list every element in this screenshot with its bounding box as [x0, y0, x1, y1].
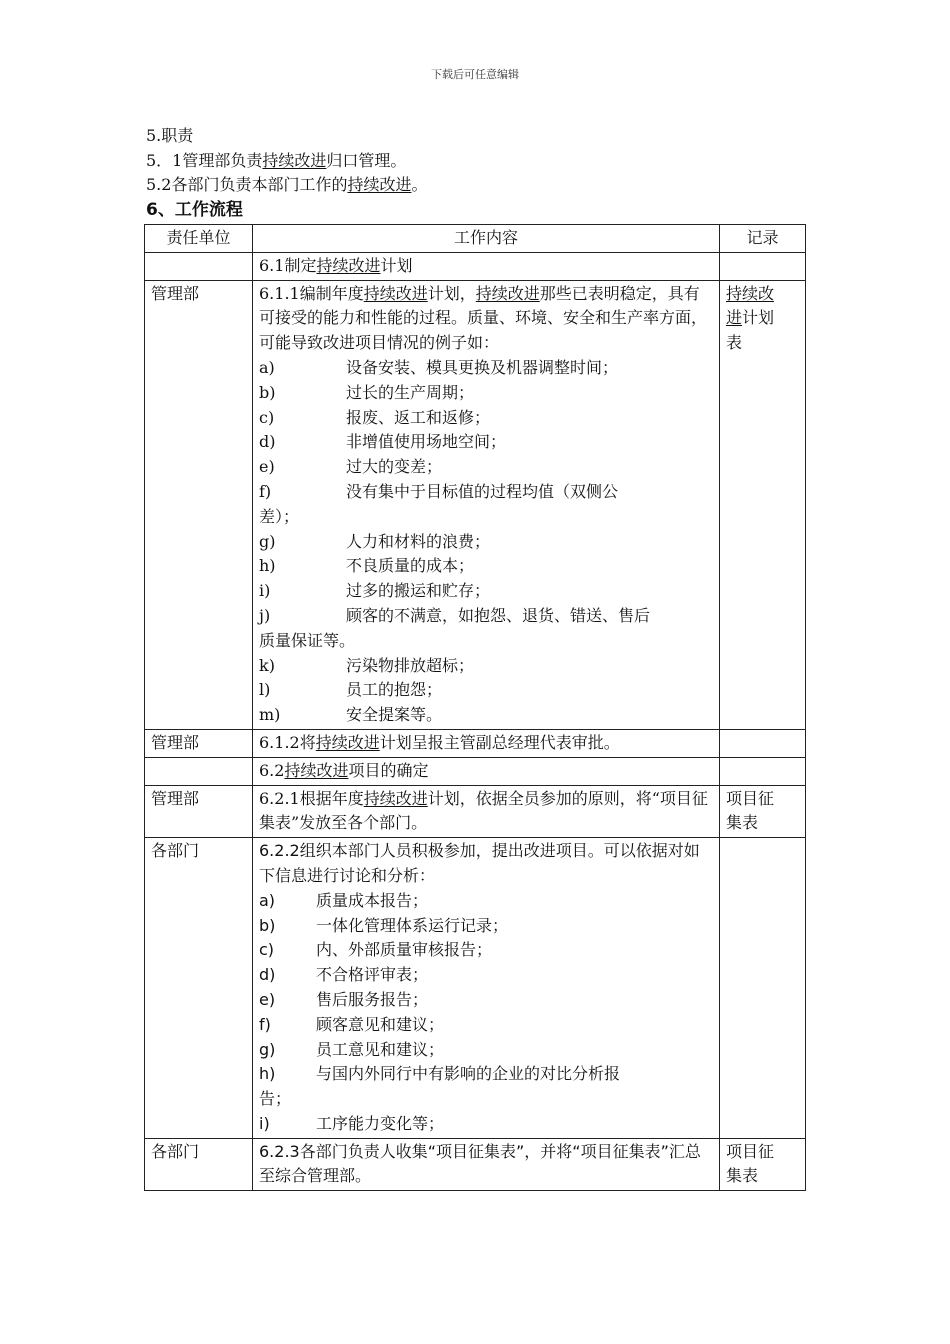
list-item	[259, 938, 713, 963]
unit-cell: 管理部	[145, 785, 253, 838]
list-item-text: 人力和材料的浪费；	[346, 531, 491, 551]
record-cell: 项目征 集表	[720, 1138, 806, 1191]
list-item-label: j)	[259, 605, 271, 625]
header-content: 工作内容	[253, 225, 720, 253]
record-cell	[720, 757, 806, 785]
header-record: 记录	[720, 225, 806, 253]
list-item-text: 顾客意见和建议；	[316, 1014, 445, 1034]
list-item-text: 过大的变差；	[346, 457, 443, 477]
header-note: 下载后可任意编辑	[431, 68, 519, 81]
list-item	[259, 406, 713, 431]
list-item-label: e)	[259, 989, 276, 1009]
list-item-label: i)	[259, 1113, 270, 1133]
record-cell: 持续改 进计划 表	[720, 280, 806, 729]
table-row	[145, 838, 806, 1139]
responsibility-line-1: 5．1管理部负责持续改进归口管理。	[146, 150, 407, 170]
list-item	[259, 1062, 713, 1087]
unit-cell	[145, 252, 253, 280]
list-item	[259, 480, 713, 505]
list-item-text: 过长的生产周期；	[346, 382, 475, 402]
list-item-label: d)	[259, 432, 276, 452]
list-item-continuation: 质量保证等。	[259, 630, 356, 650]
list-item-text: 非增值使用场地空间；	[346, 432, 507, 452]
content-cell	[253, 280, 720, 729]
unit-cell: 管理部	[145, 729, 253, 757]
row-intro: 6.1.1编制年度持续改进计划，持续改进那些已表明稳定，具有可接受的能力和性能的过程。质量、环境、安全和生产率方面，可能导致改进项目情况的例子如：	[259, 283, 708, 353]
responsibilities-section	[146, 124, 806, 222]
example-list	[259, 356, 713, 728]
header-unit: 责任单位	[145, 225, 253, 253]
list-item	[259, 1112, 713, 1137]
list-item-label: a)	[259, 890, 276, 910]
list-item-label: f)	[259, 1014, 271, 1034]
list-item-label: m)	[259, 705, 281, 725]
list-item-label: c)	[259, 940, 275, 960]
list-item-continuation: 告；	[259, 1089, 292, 1109]
list-item-text: 与国内外同行中有影响的企业的对比分析报	[316, 1064, 621, 1084]
info-source-list	[259, 889, 713, 1137]
list-item-text: 质量成本报告；	[316, 890, 429, 910]
list-item-label: l)	[259, 680, 271, 700]
list-item-text: 员工意见和建议；	[316, 1039, 445, 1059]
content-cell: 6.1.2将持续改进计划呈报主管副总经理代表审批。	[253, 729, 720, 757]
table-row	[145, 252, 806, 280]
list-item	[259, 455, 713, 480]
list-item-label: e)	[259, 457, 275, 477]
section-title-workflow: 6、工作流程	[146, 199, 243, 220]
unit-cell: 各部门	[145, 1138, 253, 1191]
table-row	[145, 280, 806, 729]
unit-cell: 各部门	[145, 838, 253, 1139]
content-cell: 6.2持续改进项目的确定	[253, 757, 720, 785]
list-item-label: h)	[259, 556, 276, 576]
list-item	[259, 430, 713, 455]
list-item-text: 一体化管理体系运行记录；	[316, 915, 509, 935]
list-item-text: 不合格评审表；	[316, 965, 429, 985]
record-cell	[720, 729, 806, 757]
list-item	[259, 654, 713, 679]
list-item-text: 设备安装、模具更换及机器调整时间；	[346, 357, 619, 377]
list-item-label: b)	[259, 915, 276, 935]
list-item-continuation: 差）；	[259, 506, 300, 526]
list-item-text: 过多的搬运和贮存；	[346, 581, 491, 601]
list-item-label: k)	[259, 655, 275, 675]
list-item	[259, 1013, 713, 1038]
content-cell	[253, 838, 720, 1139]
list-item	[259, 530, 713, 555]
list-item-text: 内、外部质量审核报告；	[316, 940, 493, 960]
list-item-text: 售后服务报告；	[316, 989, 429, 1009]
list-item-label: c)	[259, 407, 275, 427]
content-cell: 6.2.1根据年度持续改进计划，依据全员参加的原则，将“项目征集表”发放至各个部门。	[253, 785, 720, 838]
list-item-text: 顾客的不满意，如抱怨、退货、错送、售后	[346, 605, 651, 625]
list-item-label: d)	[259, 965, 276, 985]
table-row	[145, 757, 806, 785]
list-item	[259, 703, 713, 728]
workflow-table	[144, 224, 806, 1191]
list-item	[259, 988, 713, 1013]
record-cell: 项目征 集表	[720, 785, 806, 838]
list-item	[259, 963, 713, 988]
responsibility-line-2: 5.2各部门负责本部门工作的持续改进。	[146, 175, 428, 194]
list-item	[259, 356, 713, 381]
list-item-label: g)	[259, 531, 276, 551]
list-item-label: h)	[259, 1064, 276, 1084]
table-row	[145, 729, 806, 757]
list-item-text: 安全提案等。	[346, 705, 443, 725]
list-item	[259, 1038, 713, 1063]
list-item-label: b)	[259, 382, 276, 402]
list-item-label: g)	[259, 1039, 276, 1059]
list-item-text: 工序能力变化等；	[316, 1113, 445, 1133]
unit-cell: 管理部	[145, 280, 253, 729]
table-row	[145, 785, 806, 838]
list-item	[259, 914, 713, 939]
list-item-text: 污染物排放超标；	[346, 655, 475, 675]
record-cell	[720, 838, 806, 1139]
list-item-text: 报废、返工和返修；	[346, 407, 491, 427]
list-item	[259, 579, 713, 604]
section-title-responsibilities: 5.职责	[146, 126, 194, 145]
list-item-text: 不良质量的成本；	[346, 556, 475, 576]
list-item	[259, 381, 713, 406]
list-item-label: f)	[259, 481, 272, 501]
content-cell: 6.2.3各部门负责人收集“项目征集表”，并将“项目征集表”汇总至综合管理部。	[253, 1138, 720, 1191]
row-intro: 6.2.2组织本部门人员积极参加，提出改进项目。可以依据对如下信息进行讨论和分析：	[259, 841, 700, 885]
content-cell: 6.1制定持续改进计划	[253, 252, 720, 280]
list-item-label: i)	[259, 581, 271, 601]
list-item-text: 没有集中于目标值的过程均值（双侧公	[346, 481, 619, 501]
list-item	[259, 604, 713, 629]
list-item	[259, 678, 713, 703]
list-item-label: a)	[259, 357, 275, 377]
list-item	[259, 889, 713, 914]
list-item	[259, 554, 713, 579]
table-row	[145, 1138, 806, 1191]
record-cell	[720, 252, 806, 280]
table-header-row	[145, 225, 806, 253]
list-item-text: 员工的抱怨；	[346, 680, 443, 700]
unit-cell	[145, 757, 253, 785]
